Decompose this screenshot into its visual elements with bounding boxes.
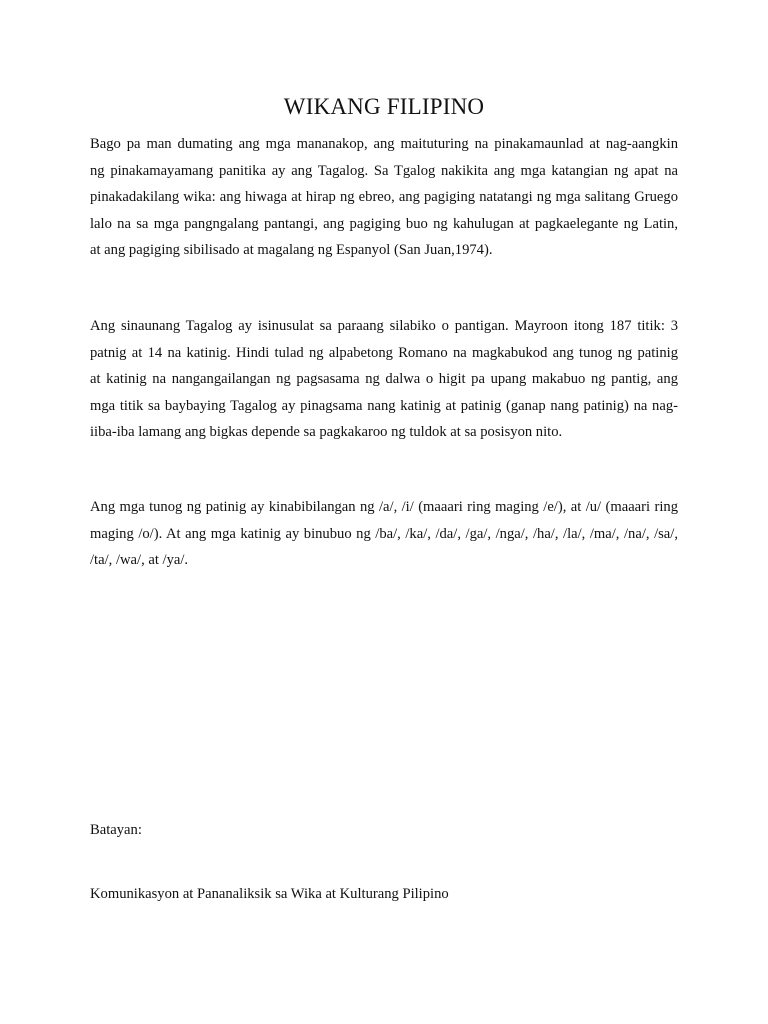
paragraph-2-line-5: iiba-iba lamang ang bigkas depende sa pagkakaroo ng tuldok at sa posisyon nito. — [90, 424, 563, 440]
paragraph-1-line-4: lalo na sa mga pangngalang pantangi, ang pagiging buo ng kahulugan at pagkaelegante ng Latin, — [90, 215, 678, 232]
paragraph-3-line-2: maging /o/). At ang mga katinig ay binubuo ng /ba/, /ka/, /da/, /ga/, /nga/, /ha/, /la/, /ma/, /na/, /sa/, — [90, 525, 678, 542]
paragraph-2-line-4: mga titik sa baybaying Tagalog ay pinagsama nang katinig at patinig (ganap nang patinig) na nag- — [90, 397, 678, 414]
paragraph-3 — [90, 494, 678, 574]
paragraph-2 — [90, 313, 678, 446]
references-heading: Batayan: — [90, 822, 142, 838]
reference-item: Komunikasyon at Pananaliksik sa Wika at Kulturang Pilipino — [90, 886, 449, 902]
paragraph-2-line-3: at katinig na nangangailangan ng pagsasama ng dalwa o higit pa upang makabuo ng pantig, ang — [90, 371, 678, 387]
paragraph-2-line-2: patnig at 14 na katinig. Hindi tulad ng alpabetong Romano na magkabukod ang tunog ng patinig — [90, 344, 678, 361]
paragraph-1-line-1: Bago pa man dumating ang mga mananakop, ang maituturing na pinakamaunlad at nag-aangkin — [90, 136, 678, 152]
paragraph-1-line-5: at ang pagiging sibilisado at magalang ng Espanyol (San Juan,1974). — [90, 242, 493, 258]
document-title: WIKANG FILIPINO — [283, 94, 485, 119]
paragraph-3-line-1: Ang mga tunog ng patinig ay kinabibilangan ng /a/, /i/ (maaari ring maging /e/), at /u/ (maaari ring — [90, 499, 678, 515]
paragraph-3-line-3: /ta/, /wa/, at /ya/. — [90, 552, 189, 568]
paragraph-2-line-1: Ang sinaunang Tagalog ay isinusulat sa paraang silabiko o pantigan. Mayroon itong 187 titik: 3 — [90, 318, 678, 334]
paragraph-1-line-3: pinakadakilang wika: ang hiwaga at hirap ng ebreo, ang pagiging natatangi ng mga salitang Gruego — [90, 189, 678, 205]
paragraph-1 — [90, 131, 678, 264]
paragraph-1-line-2: ng pinakamayamang panitika ay ang Tagalog. Sa Tgalog nakikita ang mga katangian ng apat na — [90, 162, 678, 179]
